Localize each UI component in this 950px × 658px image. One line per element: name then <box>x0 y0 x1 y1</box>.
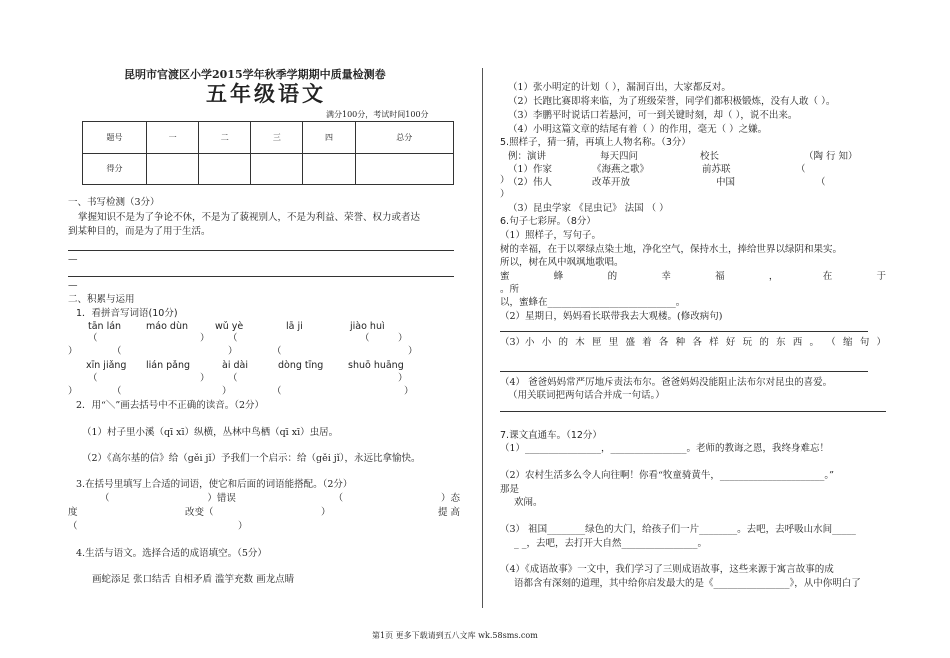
pinyin-item: tān lán <box>88 321 122 332</box>
answer-paren-close[interactable]: ） <box>398 333 408 344</box>
score-header-cell: 一 <box>147 122 199 154</box>
grade-title: 五年级语文 <box>206 82 326 106</box>
score-table-score-row <box>83 153 454 185</box>
q6-item-3-char: 玩 <box>742 337 753 348</box>
pinyin-item: shuō huāng <box>348 360 404 371</box>
pinyin-item: máo dùn <box>146 321 188 332</box>
q6-item-3-char: 着 <box>642 337 652 348</box>
column-divider <box>482 68 483 608</box>
section2-title: 二、积累与运用 <box>68 294 135 305</box>
answer-paren-open[interactable]: （ <box>112 386 122 397</box>
q6-imitate-line <box>500 271 886 282</box>
q6-item-3-char: 东 <box>776 337 786 348</box>
question-2-item-2: （2）《高尔基的信》给（gěi jǐ）予我们一个启示：给（gěi jǐ），永远比拿愉快。 <box>82 453 421 464</box>
q6-item-3-char: 样 <box>709 337 719 348</box>
answer-paren-open[interactable]: （ <box>272 386 282 397</box>
question-3-line-1 <box>100 493 460 504</box>
q6-item-3-char: 。 <box>809 337 820 348</box>
school-title: 昆明市官渡区小学2015学年秋季学期期中质量检测卷 <box>124 68 386 81</box>
answer-paren-open[interactable]: （ <box>228 373 238 384</box>
q6-item-2: （2）星期日，妈妈看长联带我去大观楼。(修改病句) <box>500 311 723 322</box>
score-cell[interactable] <box>199 153 251 185</box>
q3-part: ）态 <box>440 493 460 504</box>
q6-example-line-2: 所以，树在风中飒飒地歌唱。 <box>500 257 624 268</box>
q6-imitate-char: 蜂 <box>553 271 564 282</box>
question-6-title: 6.句子七彩屏。（8分） <box>500 216 596 227</box>
q7-item-1[interactable]: （1）________________，________________。老师的教诲之恩，我终身难忘！ <box>500 443 830 454</box>
question-1-title: 1．看拼音写词语(10分) <box>76 308 178 319</box>
idiom-blank-3: （3）李鹏平时说话口若悬河，可一到关键时刻，却（ ），说不出来。 <box>508 110 798 121</box>
pinyin-item: dòng tīng <box>278 360 324 371</box>
section1-title: 一、书写检测（3分） <box>68 197 160 208</box>
score-table <box>82 121 454 185</box>
q6-item-3-char: 句 <box>859 337 870 348</box>
question-4-title: 4.生活与语文。选择合适的成语填空。（5分） <box>76 548 267 559</box>
q3-part: 改变（ <box>184 507 214 518</box>
q5-item-1-cell: 前苏联 <box>702 164 731 175</box>
q5-item-2-cell: 改革开放 <box>592 177 631 188</box>
score-cell[interactable] <box>251 153 303 185</box>
writing-line-1-dash: — <box>68 254 78 265</box>
question-3-title: 3.在括号里填写上合适的词语，使它和后面的词语能搭配。（2分） <box>76 479 353 490</box>
q5-item-1-close[interactable]: ） <box>500 175 510 186</box>
score-table-header-row <box>83 122 454 154</box>
pinyin-item: wǔ yè <box>215 321 244 332</box>
q7-item-3-cont[interactable]: _ _，去吧，去打开大自然________________。 <box>514 538 708 549</box>
exam-info: 满分100分，考试时间100分 <box>326 110 429 119</box>
answer-paren-close[interactable]: ） <box>398 373 408 384</box>
q6-imitate-char: 幸 <box>661 271 671 282</box>
q7-item-3[interactable]: （3） 祖国________绿色的大门，给孩子们一片________。去吧，去呼吸山水间_____ <box>500 524 856 535</box>
q6-imitate-char: 于 <box>876 271 886 282</box>
q3-part[interactable]: ） <box>320 507 331 518</box>
q6-imitate-char: 在 <box>822 271 833 282</box>
q5-item-1-cell: 《海燕之歌》 <box>592 164 650 175</box>
section1-text-line1: 掌握知识不是为了争论不休，不是为了藐视别人，不是为利益、荣誉、权力或者达 <box>78 212 421 223</box>
answer-paren-close[interactable]: ） <box>404 386 414 397</box>
writing-line-1[interactable] <box>68 250 454 251</box>
q6-item-3-char: 盛 <box>625 337 635 348</box>
q6-item-4: （4） 爸爸妈妈常严厉地斥责法布尔。爸爸妈妈没能阻止法布尔对昆虫的喜爱。 <box>500 377 833 388</box>
q6-item-3-char: （ <box>826 337 836 348</box>
q3-part: 度 <box>68 507 78 518</box>
score-header-cell: 二 <box>199 122 251 154</box>
q6-item-4-answer-line[interactable] <box>500 411 886 412</box>
question-7-title: 7.课文直通车。（12分） <box>500 430 602 441</box>
q3-part: 提 高 <box>437 507 460 518</box>
q5-example-cell: （陶 行 知） <box>804 151 858 162</box>
q3-part[interactable]: （ <box>68 521 78 532</box>
score-cell[interactable] <box>303 153 355 185</box>
score-header-cell: 四 <box>303 122 355 154</box>
answer-paren-close[interactable]: ） <box>222 386 232 397</box>
question-5-title: 5.照样子，猜一猜，再填上人物名称。（3分） <box>500 137 691 148</box>
q6-imitate-blank[interactable]: 以，蜜蜂在___________________________。 <box>500 297 686 308</box>
question-2-title: 2．用“＼”画去括号中不正确的读音。（2分） <box>76 400 265 411</box>
answer-paren-close[interactable]: ） <box>68 346 78 357</box>
answer-paren-close[interactable]: ） <box>200 333 210 344</box>
answer-paren-close[interactable]: ） <box>68 386 78 397</box>
pinyin-item: lā ji <box>286 321 303 332</box>
pinyin-item: ài dài <box>222 360 248 371</box>
q5-item-2-close[interactable]: ） <box>500 189 510 200</box>
answer-paren-open[interactable]: （ <box>112 346 122 357</box>
q6-imitate-char: 福 <box>715 271 725 282</box>
q5-item-1-cell: （1）作家 <box>508 164 553 175</box>
q5-example-cell: 例：演讲 <box>508 151 547 162</box>
q6-item-3-answer-line[interactable] <box>500 371 868 372</box>
q6-item-3-char: 种 <box>675 337 686 348</box>
pinyin-item: xīn jiǎng <box>86 360 127 371</box>
score-cell[interactable] <box>147 153 199 185</box>
q5-item-2-cell: （2）伟人 <box>508 177 553 188</box>
q7-item-2[interactable]: （2）农村生活多么令人向往啊！你看“牧童骑黄牛，______________________。” <box>500 470 835 481</box>
q5-item-2-cell: 中国 <box>716 177 736 188</box>
q6-item-3-char: 匣 <box>591 337 602 348</box>
q6-item-3-char: 好 <box>725 337 736 348</box>
answer-paren-close[interactable]: ） <box>408 346 418 357</box>
answer-paren-open[interactable]: （ <box>272 346 282 357</box>
question-4-idioms: 画蛇添足 张口结舌 自相矛盾 滥竽充数 画龙点睛 <box>92 574 295 585</box>
q5-item-1-cell[interactable]: （ <box>796 164 806 175</box>
q5-item-3: （3）昆虫学家 《昆虫记》 法国 （ ） <box>508 203 669 214</box>
q6-item-3-char: 缩 <box>842 337 853 348</box>
q6-item-3-char: ） <box>876 337 886 348</box>
writing-line-2-dash: — <box>68 280 78 291</box>
section1-text-line2: 到某种目的，而是为了用于生活。 <box>68 226 211 237</box>
q6-item-3-char: 西 <box>792 337 803 348</box>
answer-paren-open[interactable]: （ <box>88 373 98 384</box>
q6-imitate-suffix: 。所 <box>500 284 520 295</box>
q6-item-3-char: 各 <box>692 337 702 348</box>
score-header-cell: 总分 <box>355 122 454 154</box>
writing-line-2[interactable] <box>68 276 454 277</box>
q6-item-3-char: 的 <box>558 337 569 348</box>
answer-paren-open[interactable]: （ <box>360 333 370 344</box>
q6-item-2-answer-line[interactable] <box>500 331 868 332</box>
score-row-label: 得分 <box>83 153 147 185</box>
idiom-blank-2: （2）长跑比赛即将来临，为了班级荣誉，同学们都积极锻炼，没有人敢（ ）。 <box>508 96 836 107</box>
q6-item-3-char: 的 <box>759 337 769 348</box>
score-header-cell: 三 <box>251 122 303 154</box>
pinyin-item: lián pǎng <box>146 360 191 371</box>
q6-item-3-char: 各 <box>658 337 669 348</box>
q7-item-2-end: 欢闹。 <box>514 497 543 508</box>
pinyin-item: jiào huì <box>350 321 385 332</box>
q5-example-cell: 每天四问 <box>600 151 639 162</box>
idiom-blank-4: （4）小明这篇文章的结尾有着（ ）的作用，毫无（ ）之嫌。 <box>508 124 768 135</box>
answer-paren-open[interactable]: （ <box>88 333 98 344</box>
q7-item-4-cont[interactable]: 语都含有深刻的道理，其中给你启发最大的是《________________》，从中你明白了 <box>514 578 861 589</box>
page-footer: 第1页 更多下载请到五八文库 wk.58sms.com <box>372 631 538 640</box>
q6-item-3-char: （3）小 <box>500 337 535 348</box>
q5-item-2-cell[interactable]: （ <box>816 177 826 188</box>
q6-example-line-1: 树的幸福，在于以翠绿点染土地，净化空气，保持水土，捧给世界以绿阴和果实。 <box>500 244 843 255</box>
score-header-cell: 题号 <box>83 122 147 154</box>
q6-item-4-instruction: （用关联词把两句话合并成一句话。） <box>508 390 665 401</box>
q3-part: ）错误 <box>207 493 236 504</box>
q3-part[interactable]: （ <box>333 493 344 504</box>
question-3-line-2 <box>68 507 460 518</box>
q6-imitate-char: ， <box>768 271 779 282</box>
q7-item-4: （4）《成语故事》一文中，我们学习了三则成语故事，这些来源于寓言故事的成 <box>500 564 834 575</box>
answer-paren-open[interactable]: （ <box>228 333 238 344</box>
q6-item-3-char: 小 <box>541 337 552 348</box>
q7-item-2-cont: 那是 <box>500 484 520 495</box>
answer-paren-close[interactable]: ） <box>228 346 238 357</box>
answer-paren-close[interactable]: ） <box>200 373 210 384</box>
q3-part[interactable]: （ <box>100 493 110 504</box>
question-2-item-1: （1）村子里小溪（qī xī）纵横，丛林中鸟栖（qī xī）虫居。 <box>82 427 339 438</box>
idiom-blank-1: （1）张小明定的计划（ ），漏洞百出，大家都反对。 <box>508 82 731 93</box>
score-cell[interactable] <box>355 153 454 185</box>
q6-imitate-char: 的 <box>607 271 618 282</box>
q6-item-1-title: （1）照样子，写句子。 <box>500 230 602 241</box>
q6-item-3-char: 里 <box>608 337 619 348</box>
q3-part[interactable]: ） <box>238 521 248 532</box>
q5-example-cell: 校长 <box>700 151 720 162</box>
q6-item-3 <box>500 337 886 348</box>
q6-imitate-char: 蜜 <box>500 271 510 282</box>
q6-item-3-char: 木 <box>575 337 585 348</box>
